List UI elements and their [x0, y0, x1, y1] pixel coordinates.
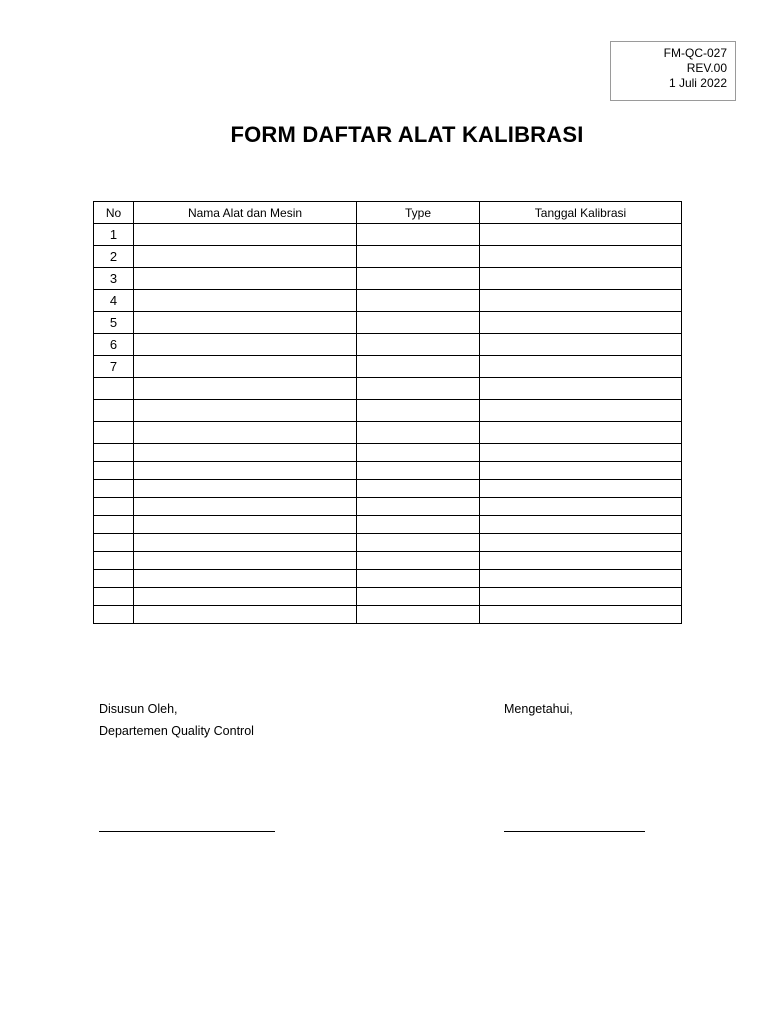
nama-alat-cell [134, 570, 357, 588]
tanggal-kalibrasi-cell [480, 606, 682, 624]
tanggal-kalibrasi-cell [480, 356, 682, 378]
nama-alat-cell [134, 588, 357, 606]
type-cell [357, 246, 480, 268]
table-header-row [94, 202, 682, 224]
nama-alat-cell [134, 356, 357, 378]
row-number-cell: 6 [94, 334, 134, 356]
nama-alat-cell [134, 246, 357, 268]
nama-alat-cell [134, 400, 357, 422]
tanggal-kalibrasi-cell [480, 498, 682, 516]
nama-alat-cell [134, 334, 357, 356]
row-number-cell [94, 570, 134, 588]
nama-alat-cell [134, 462, 357, 480]
nama-alat-cell [134, 422, 357, 444]
table-row [94, 444, 682, 462]
table-row [94, 606, 682, 624]
type-cell [357, 606, 480, 624]
table-row [94, 400, 682, 422]
nama-alat-cell [134, 498, 357, 516]
table-row [94, 498, 682, 516]
table-row [94, 378, 682, 400]
table-row [94, 534, 682, 552]
type-cell [357, 290, 480, 312]
tanggal-kalibrasi-cell [480, 480, 682, 498]
tanggal-kalibrasi-cell [480, 462, 682, 480]
document-code-box [610, 41, 736, 101]
tanggal-kalibrasi-cell [480, 516, 682, 534]
nama-alat-cell [134, 516, 357, 534]
nama-alat-cell [134, 480, 357, 498]
table-row [94, 516, 682, 534]
header-nama-alat: Nama Alat dan Mesin [134, 202, 357, 224]
tanggal-kalibrasi-cell [480, 588, 682, 606]
row-number-cell: 3 [94, 268, 134, 290]
acknowledged-by-signature-line [504, 831, 645, 832]
type-cell [357, 552, 480, 570]
tanggal-kalibrasi-cell [480, 444, 682, 462]
tanggal-kalibrasi-cell [480, 534, 682, 552]
row-number-cell [94, 444, 134, 462]
tanggal-kalibrasi-cell [480, 378, 682, 400]
table-row [94, 422, 682, 444]
type-cell [357, 400, 480, 422]
table-row [94, 570, 682, 588]
type-cell [357, 498, 480, 516]
tanggal-kalibrasi-cell [480, 290, 682, 312]
row-number-cell [94, 498, 134, 516]
table-row [94, 552, 682, 570]
acknowledged-by-block [504, 698, 573, 720]
document-date: 1 Juli 2022 [668, 76, 727, 90]
type-cell [357, 422, 480, 444]
tanggal-kalibrasi-cell [480, 552, 682, 570]
tanggal-kalibrasi-cell [480, 268, 682, 290]
row-number-cell [94, 480, 134, 498]
row-number-cell [94, 552, 134, 570]
nama-alat-cell [134, 534, 357, 552]
document-revision: REV.00 [686, 61, 727, 75]
row-number-cell [94, 462, 134, 480]
type-cell [357, 444, 480, 462]
header-tanggal-kalibrasi: Tanggal Kalibrasi [480, 202, 682, 224]
nama-alat-cell [134, 224, 357, 246]
row-number-cell [94, 606, 134, 624]
table-row [94, 480, 682, 498]
nama-alat-cell [134, 290, 357, 312]
table-row [94, 462, 682, 480]
row-number-cell: 4 [94, 290, 134, 312]
row-number-cell [94, 378, 134, 400]
acknowledged-by-label: Mengetahui, [504, 702, 573, 716]
calibration-table [93, 201, 682, 624]
prepared-by-label: Disusun Oleh, [99, 702, 178, 716]
table-row [94, 588, 682, 606]
nama-alat-cell [134, 378, 357, 400]
type-cell [357, 334, 480, 356]
type-cell [357, 312, 480, 334]
tanggal-kalibrasi-cell [480, 570, 682, 588]
type-cell [357, 224, 480, 246]
tanggal-kalibrasi-cell [480, 312, 682, 334]
tanggal-kalibrasi-cell [480, 400, 682, 422]
row-number-cell [94, 400, 134, 422]
header-type: Type [357, 202, 480, 224]
nama-alat-cell [134, 552, 357, 570]
row-number-cell: 7 [94, 356, 134, 378]
row-number-cell: 5 [94, 312, 134, 334]
row-number-cell: 2 [94, 246, 134, 268]
row-number-cell [94, 534, 134, 552]
row-number-cell: 1 [94, 224, 134, 246]
type-cell [357, 516, 480, 534]
nama-alat-cell [134, 444, 357, 462]
prepared-by-block [99, 698, 254, 742]
prepared-by-department: Departemen Quality Control [99, 724, 254, 738]
nama-alat-cell [134, 606, 357, 624]
type-cell [357, 534, 480, 552]
tanggal-kalibrasi-cell [480, 246, 682, 268]
header-no: No [94, 202, 134, 224]
nama-alat-cell [134, 312, 357, 334]
tanggal-kalibrasi-cell [480, 224, 682, 246]
type-cell [357, 356, 480, 378]
nama-alat-cell [134, 268, 357, 290]
table-row [94, 246, 682, 268]
document-code: FM-QC-027 [663, 46, 727, 60]
type-cell [357, 268, 480, 290]
type-cell [357, 570, 480, 588]
type-cell [357, 462, 480, 480]
row-number-cell [94, 588, 134, 606]
tanggal-kalibrasi-cell [480, 334, 682, 356]
table-row [94, 290, 682, 312]
table-row [94, 334, 682, 356]
tanggal-kalibrasi-cell [480, 422, 682, 444]
table-row [94, 224, 682, 246]
table-row [94, 312, 682, 334]
prepared-by-signature-line [99, 831, 275, 832]
page-title: FORM DAFTAR ALAT KALIBRASI [230, 122, 584, 147]
type-cell [357, 378, 480, 400]
table-row [94, 268, 682, 290]
row-number-cell [94, 516, 134, 534]
type-cell [357, 588, 480, 606]
row-number-cell [94, 422, 134, 444]
table-row [94, 356, 682, 378]
type-cell [357, 480, 480, 498]
